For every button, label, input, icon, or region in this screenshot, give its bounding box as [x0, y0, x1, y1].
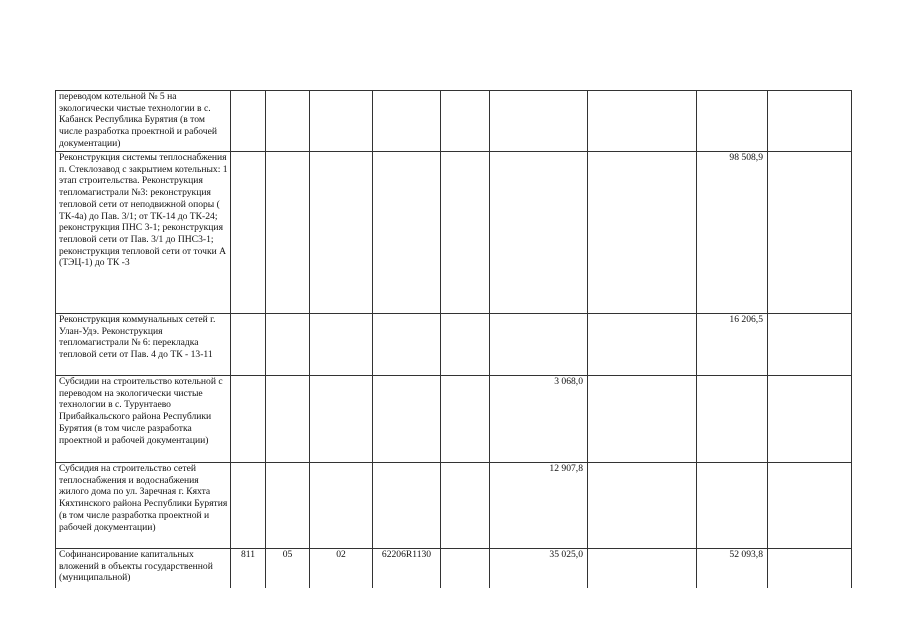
value-cell-1 — [490, 152, 588, 314]
value-cell-4 — [768, 549, 852, 588]
table-row — [56, 152, 852, 314]
ved-cell — [231, 314, 266, 376]
rz-cell — [266, 376, 310, 463]
value-cell-3 — [697, 91, 768, 152]
pr-cell — [310, 314, 373, 376]
rz-cell: 05 — [266, 549, 310, 588]
pr-cell — [310, 463, 373, 549]
rz-cell — [266, 152, 310, 314]
value-cell-1 — [490, 314, 588, 376]
pr-cell — [310, 91, 373, 152]
rz-cell — [266, 463, 310, 549]
table-row — [56, 549, 852, 588]
vr-cell — [441, 314, 490, 376]
value-cell-1 — [490, 91, 588, 152]
row-name-cell: Субсидия на строительство сетей теплоснабжения и водоснабжения жилого дома по ул. Заречная г. Кяхта Кяхтинского района Республики Бурятия (в том числе разработка проектной и рабочей документации) — [56, 463, 231, 549]
budget-table — [55, 90, 852, 588]
value-cell-2 — [588, 549, 697, 588]
pr-cell — [310, 152, 373, 314]
csr-cell — [373, 463, 441, 549]
row-name-cell: Реконструкция системы теплоснабжения п. Стеклозавод с закрытием котельных: 1 этап строительства. Реконструкция тепломагистрали №3: реконструкция тепловой сети от неподвижной опоры ( ТК-4а) до Пав. 3/1; от ТК-14 до ТК-24; реконструкция ПНС 3-1; реконструкция тепловой сети от Пав. 3/1 до ПНС3-1; реконструкция тепловой сети от точки А (ТЭЦ-1) до ТК -3 — [56, 152, 231, 314]
csr-cell — [373, 376, 441, 463]
value-cell-4 — [768, 463, 852, 549]
value-cell-1: 3 068,0 — [490, 376, 588, 463]
vr-cell — [441, 376, 490, 463]
value-cell-3: 16 206,5 — [697, 314, 768, 376]
value-cell-3: 52 093,8 — [697, 549, 768, 588]
row-name-cell: Реконструкция коммунальных сетей г. Улан-Удэ. Реконструкция тепломагистрали № 6: перекладка тепловой сети от Пав. 4 до ТК - 13-11 — [56, 314, 231, 376]
table-row — [56, 376, 852, 463]
row-name-cell: Субсидии на строительство котельной с переводом на экологически чистые технологии в с. Турунтаево Прибайкальского района Республики Бурятия (в том числе разработка проектной и рабочей документации) — [56, 376, 231, 463]
value-cell-2 — [588, 314, 697, 376]
csr-cell: 62206R1130 — [373, 549, 441, 588]
ved-cell — [231, 463, 266, 549]
table-row — [56, 91, 852, 152]
pr-cell — [310, 376, 373, 463]
vr-cell — [441, 91, 490, 152]
value-cell-1: 12 907,8 — [490, 463, 588, 549]
csr-cell — [373, 314, 441, 376]
value-cell-2 — [588, 376, 697, 463]
table-row — [56, 314, 852, 376]
value-cell-2 — [588, 91, 697, 152]
csr-cell — [373, 152, 441, 314]
ved-cell — [231, 91, 266, 152]
value-cell-2 — [588, 463, 697, 549]
value-cell-2 — [588, 152, 697, 314]
vr-cell — [441, 463, 490, 549]
value-cell-4 — [768, 376, 852, 463]
ved-cell — [231, 152, 266, 314]
rz-cell — [266, 91, 310, 152]
ved-cell: 811 — [231, 549, 266, 588]
value-cell-1: 35 025,0 — [490, 549, 588, 588]
vr-cell — [441, 152, 490, 314]
value-cell-3 — [697, 463, 768, 549]
rz-cell — [266, 314, 310, 376]
row-name-cell: Софинансирование капитальных вложений в объекты государственной (муниципальной) — [56, 549, 231, 588]
vr-cell — [441, 549, 490, 588]
ved-cell — [231, 376, 266, 463]
value-cell-4 — [768, 91, 852, 152]
table-row — [56, 463, 852, 549]
value-cell-4 — [768, 152, 852, 314]
row-name-cell: переводом котельной № 5 на экологически чистые технологии в с. Кабанск Республика Бурятия (в том числе разработка проектной и рабочей документации) — [56, 91, 231, 152]
value-cell-4 — [768, 314, 852, 376]
csr-cell — [373, 91, 441, 152]
value-cell-3: 98 508,9 — [697, 152, 768, 314]
pr-cell: 02 — [310, 549, 373, 588]
value-cell-3 — [697, 376, 768, 463]
